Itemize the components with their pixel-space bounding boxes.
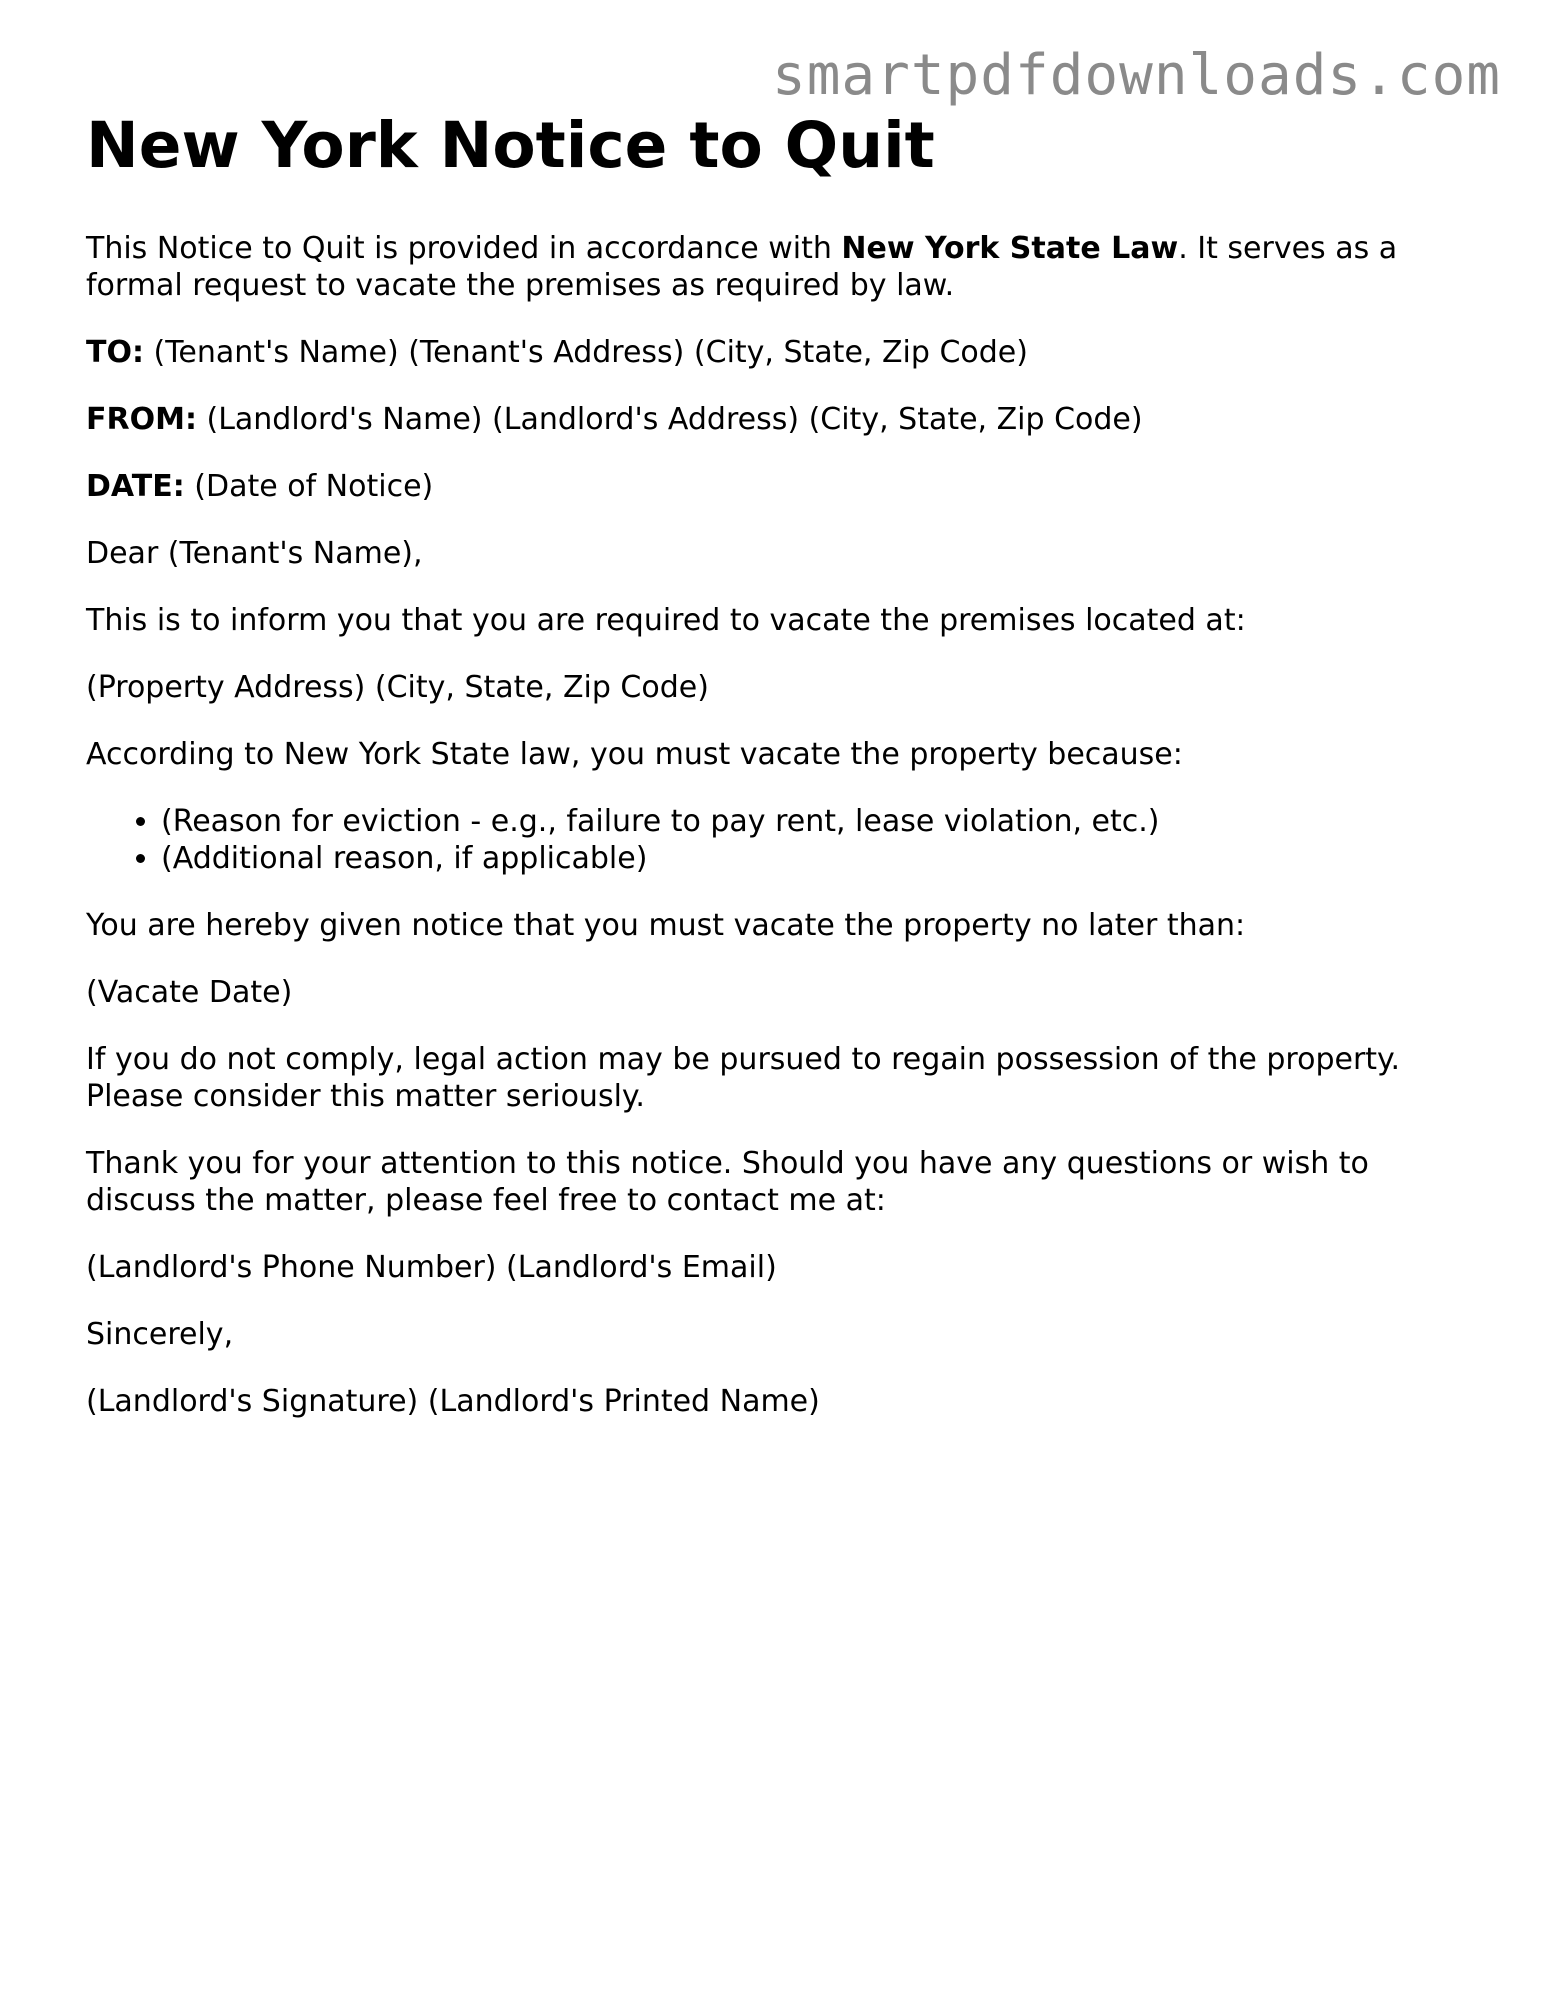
closing: Sincerely, <box>86 1316 234 1352</box>
from-line <box>86 401 1466 438</box>
property-address-line: (Property Address) (City, State, Zip Code) <box>86 669 709 705</box>
watermark: smartpdfdownloads.com <box>771 43 1501 108</box>
intro-law-name: New York State Law <box>841 230 1179 266</box>
notice-line: You are hereby given notice that you must vacate the property no later than: <box>86 907 1246 943</box>
reasons-list <box>86 803 1466 877</box>
date-value: (Date of Notice) <box>184 468 434 504</box>
to-label: TO: <box>86 334 144 370</box>
intro-paragraph <box>86 230 1466 304</box>
document-title: New York Notice to Quit <box>86 109 935 182</box>
document-page <box>86 108 1466 1450</box>
to-line <box>86 334 1466 371</box>
date-label: DATE: <box>86 468 185 504</box>
from-value: (Landlord's Name) (Landlord's Address) (City, State, Zip Code) <box>196 401 1143 437</box>
intro-text-before: This Notice to Quit is provided in accordance with <box>86 230 842 266</box>
reason-intro: According to New York State law, you must vacate the property because: <box>86 736 1183 772</box>
salutation: Dear (Tenant's Name), <box>86 535 423 571</box>
to-value: (Tenant's Name) (Tenant's Address) (City, State, Zip Code) <box>143 334 1028 370</box>
comply-paragraph: If you do not comply, legal action may be pursued to regain possession of the property. Please consider this matter seriously. <box>86 1041 1401 1114</box>
inform-line: This is to inform you that you are required to vacate the premises located at: <box>86 602 1246 638</box>
from-label: FROM: <box>86 401 197 437</box>
list-item: • (Additional reason, if applicable) <box>161 840 1466 877</box>
thanks-paragraph: Thank you for your attention to this notice. Should you have any questions or wish to discuss the matter, please feel free to contact me at: <box>86 1145 1369 1218</box>
list-item: • (Reason for eviction - e.g., failure to pay rent, lease violation, etc.) <box>161 803 1466 840</box>
date-line <box>86 468 1466 505</box>
contact-line: (Landlord's Phone Number) (Landlord's Email) <box>86 1249 777 1285</box>
signature-line: (Landlord's Signature) (Landlord's Printed Name) <box>86 1383 820 1419</box>
intro-text-after: . It serves as a formal request to vacate the premises as required by law. <box>86 230 1398 303</box>
vacate-date-line: (Vacate Date) <box>86 974 293 1010</box>
